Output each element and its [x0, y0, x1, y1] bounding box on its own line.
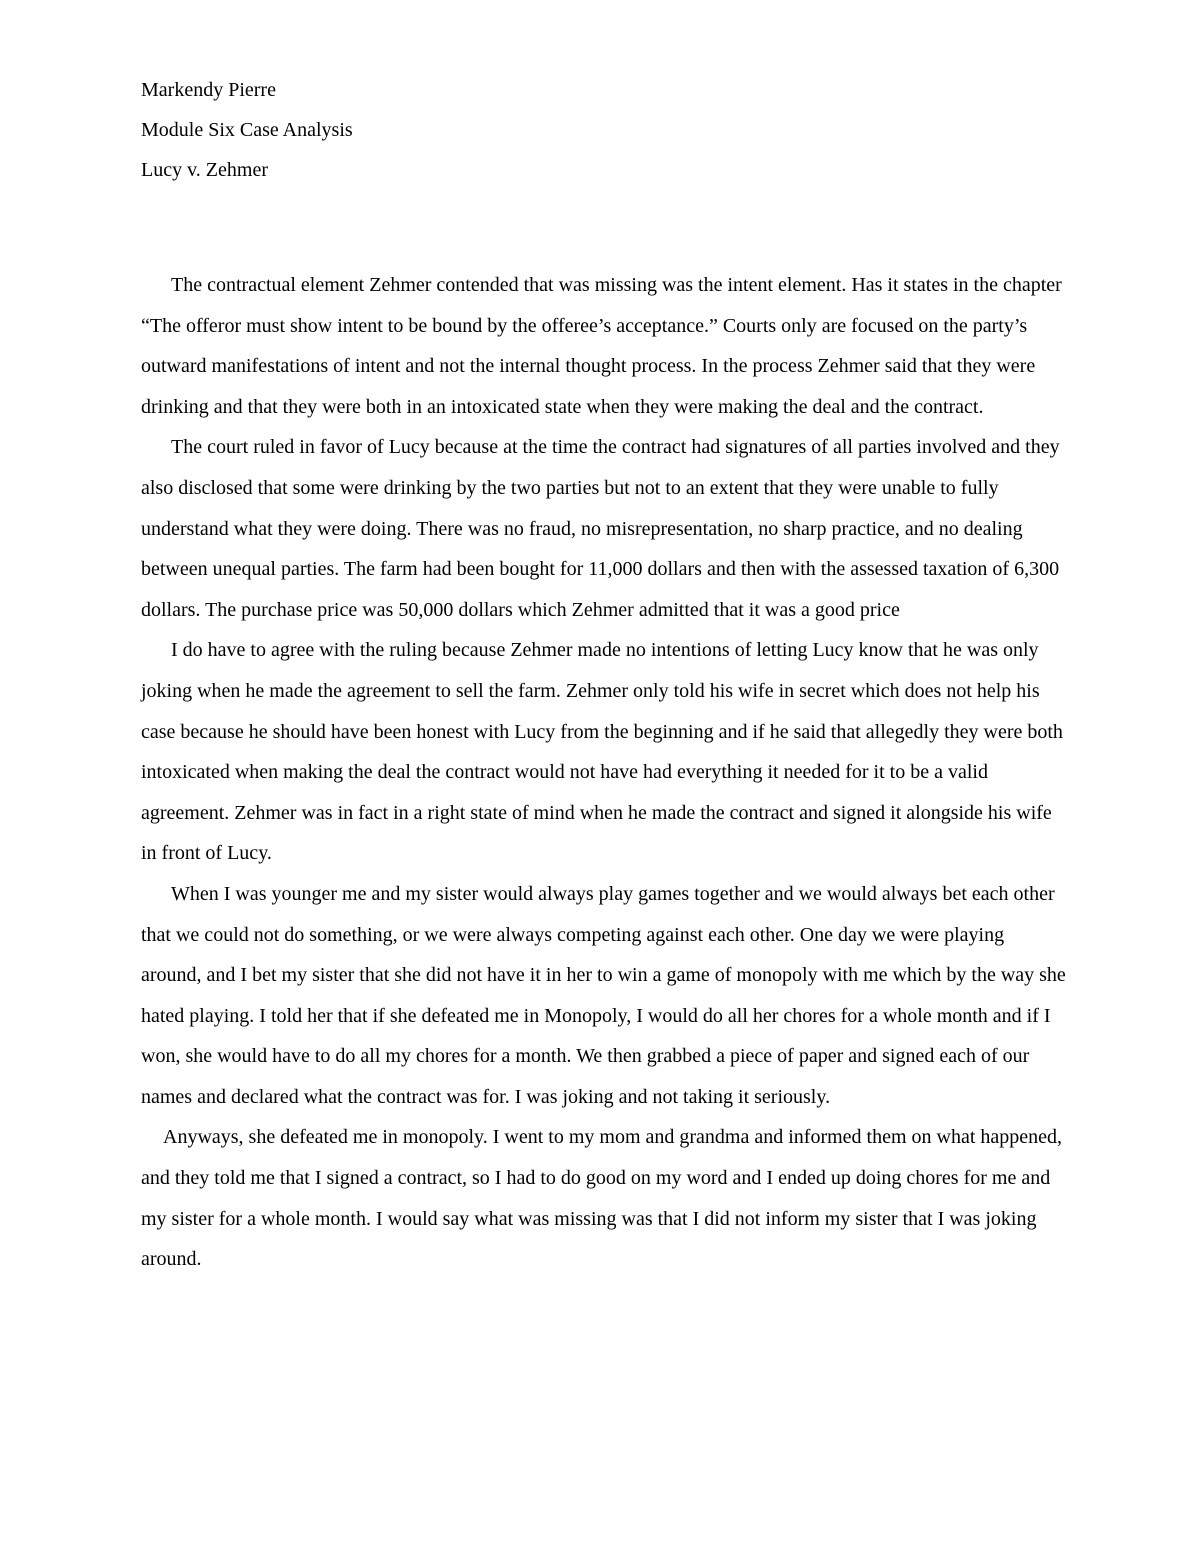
- paragraph-personal-story: When I was younger me and my sister would always play games together and we would always bet each other that we could not do something, or we were always competing against each other. One day we were playing around, and I bet my sister that she did not have it in her to win a game of monopoly with me which by the way she hated playing. I told her that if she defeated me in Monopoly, I would do all her chores for a whole month and if I won, she would have to do all my chores for a month. We then grabbed a piece of paper and signed each of our names and declared what the contract was for. I was joking and not taking it seriously.: [141, 882, 1066, 1108]
- assignment-title: Module Six Case Analysis: [141, 119, 353, 141]
- case-name: Lucy v. Zehmer: [141, 159, 268, 181]
- paragraph-story-outcome: Anyways, she defeated me in monopoly. I went to my mom and grandma and informed them on what happened, and they told me that I signed a contract, so I had to do good on my word and I ended up doing chores for me and my sister for a whole month. I would say what was missing was that I did not inform my sister that I was joking around.: [141, 1126, 1063, 1271]
- paragraph-intent-element: The contractual element Zehmer contended that was missing was the intent element. Has it states in the chapter “The offeror must show intent to be bound by the offeree’s acceptance.” Courts only are focused on the party’s outward manifestations of intent and not the internal thought process. In the process Zehmer said that they were drinking and that they were both in an intoxicated state when they were making the deal and the contract.: [141, 274, 1062, 418]
- paragraph-agreement-opinion: I do have to agree with the ruling because Zehmer made no intentions of letting Lucy know that he was only joking when he made the agreement to sell the farm. Zehmer only told his wife in secret which does not help his case because he should have been honest with Lucy from the beginning and if he said that allegedly they were both intoxicated when making the deal the contract would not have had everything it needed for it to be a valid agreement. Zehmer was in fact in a right state of mind when he made the contract and signed it alongside his wife in front of Lucy.: [141, 639, 1063, 865]
- document-body: [141, 265, 1066, 1280]
- document-header: [141, 70, 1041, 190]
- paragraph-court-ruling: The court ruled in favor of Lucy because at the time the contract had signatures of all parties involved and they also disclosed that some were drinking by the two parties but not to an extent that they were unable to fully understand what they were doing. There was no fraud, no misrepresentation, no sharp practice, and no dealing between unequal parties. The farm had been bought for 11,000 dollars and then with the assessed taxation of 6,300 dollars. The purchase price was 50,000 dollars which Zehmer admitted that it was a good price: [141, 436, 1060, 621]
- author-name: Markendy Pierre: [141, 79, 276, 101]
